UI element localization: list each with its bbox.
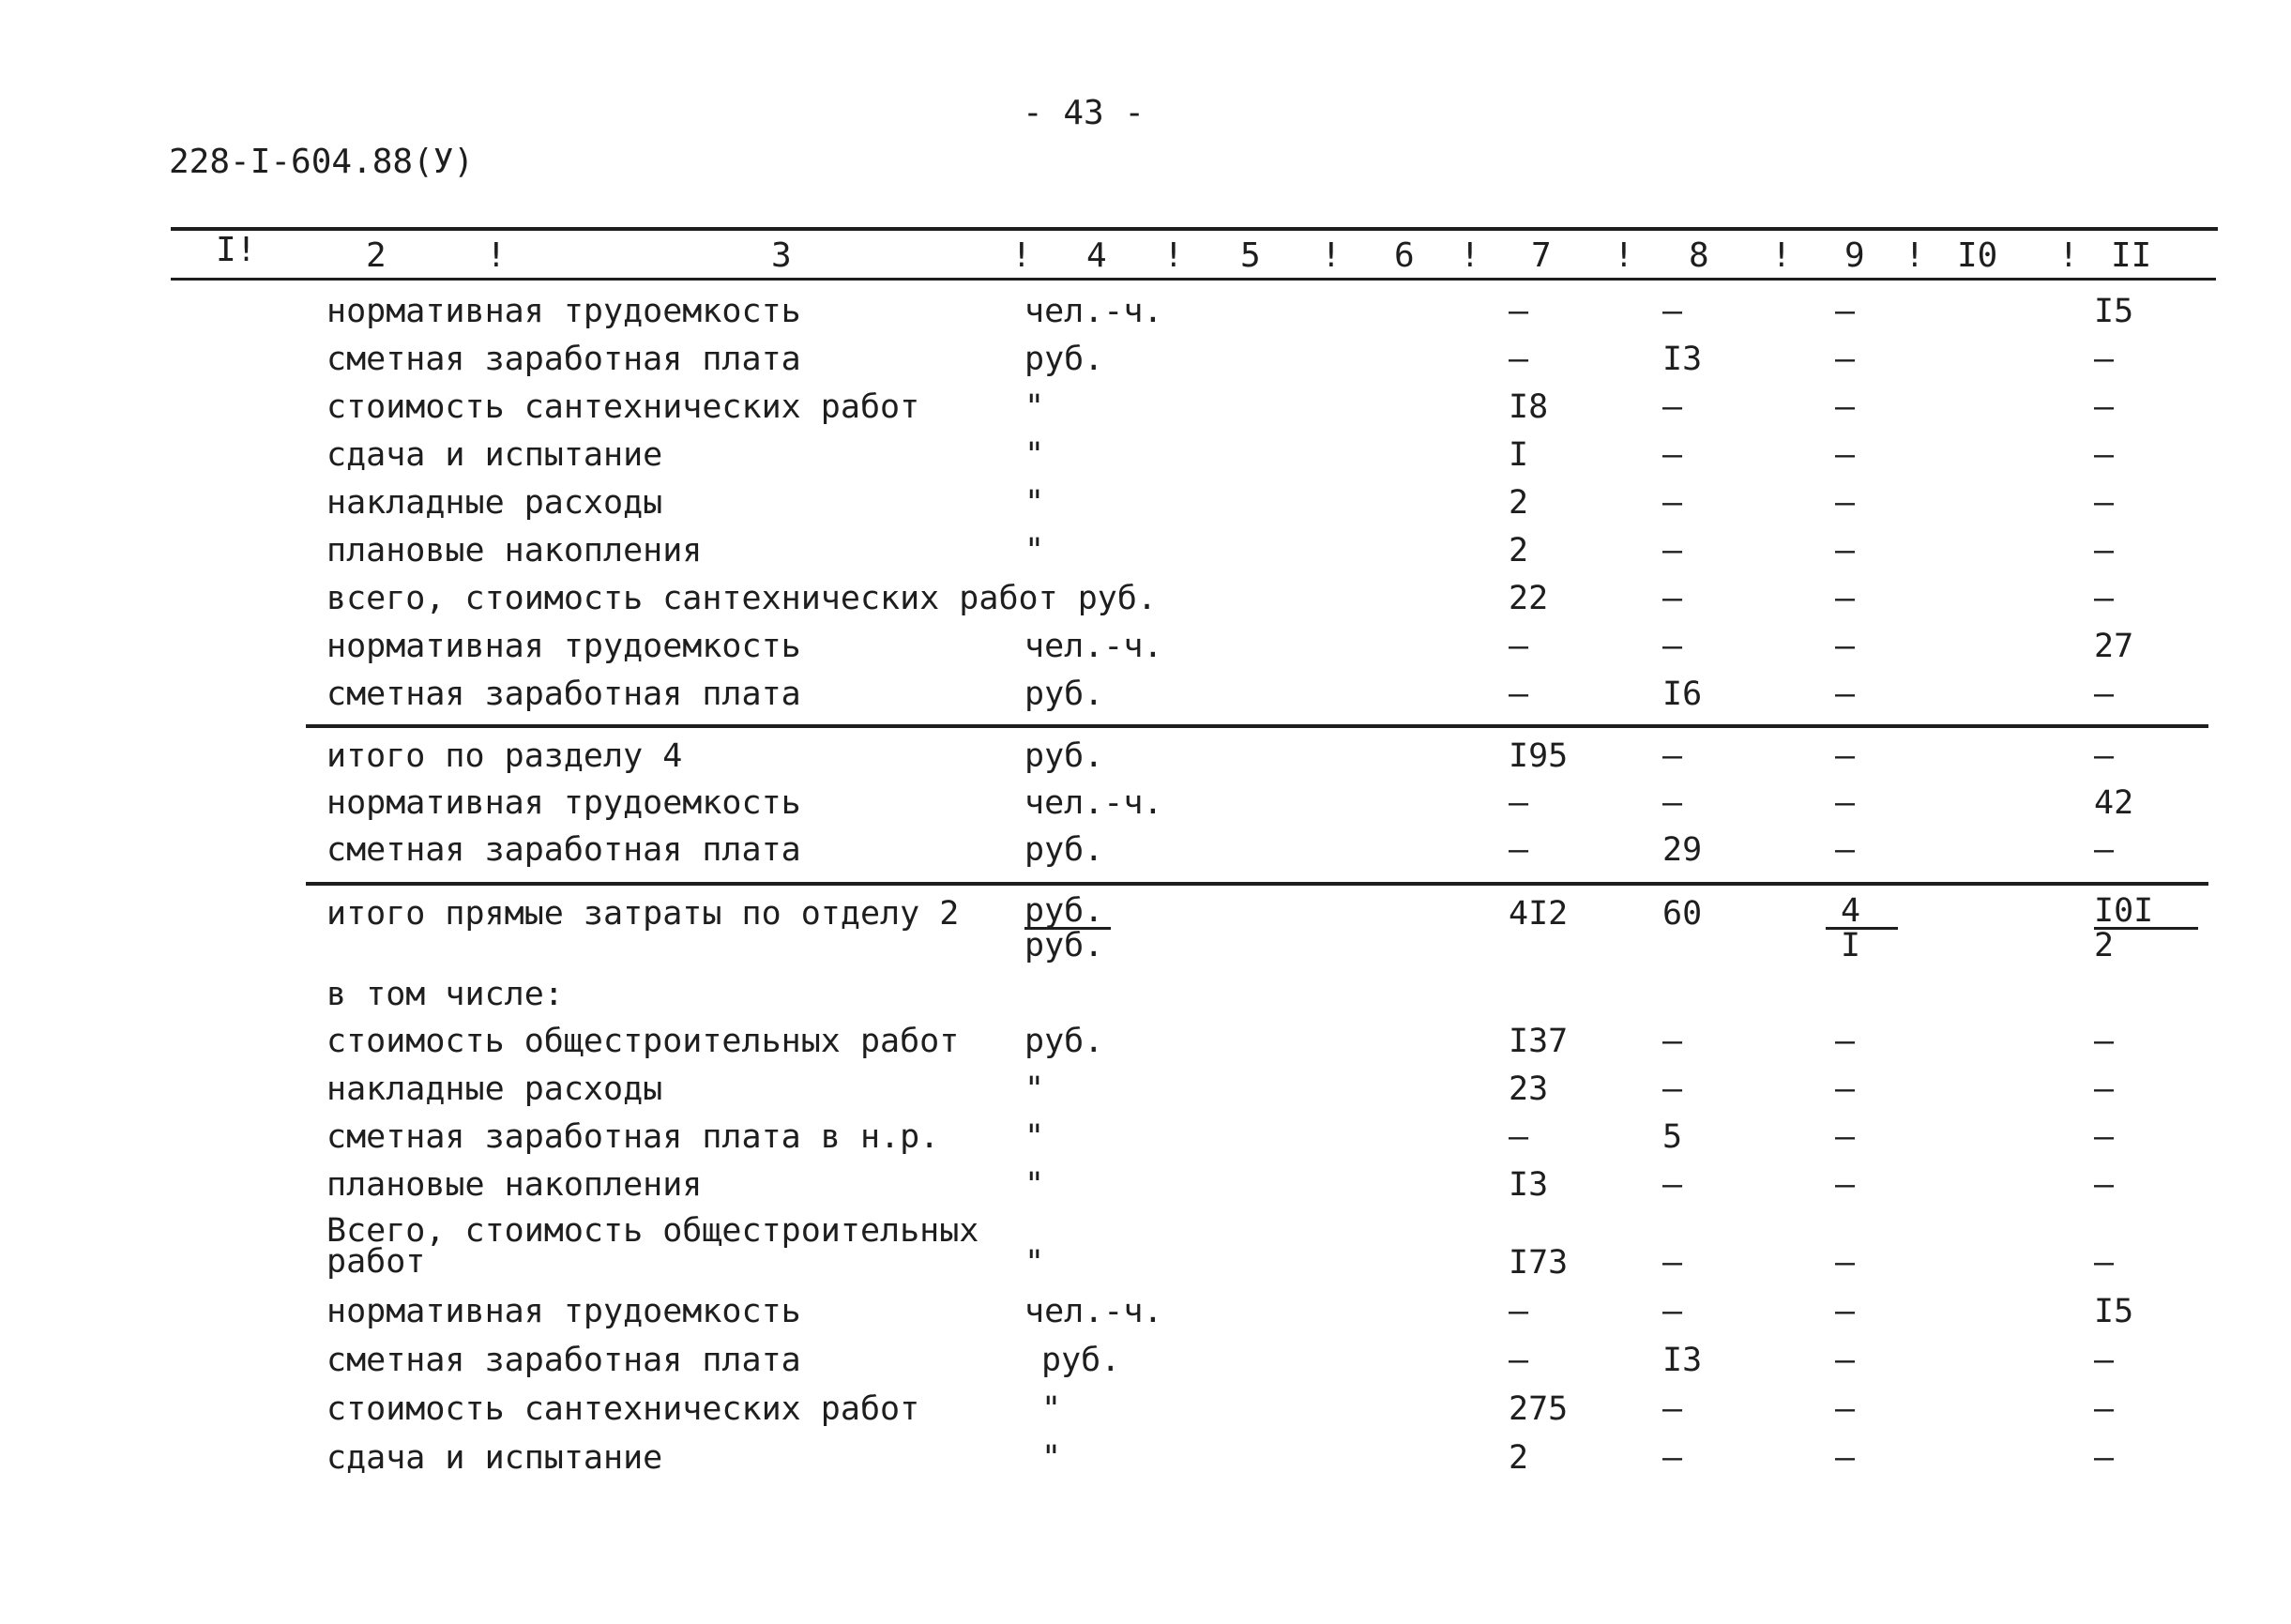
col-separator: ! [1614, 236, 1634, 275]
row-name: нормативная трудоемкость [326, 293, 801, 330]
row-col8: I3 [1662, 1342, 1703, 1379]
col11-denominator: 2 [2094, 927, 2115, 964]
row-unit: руб. [1024, 675, 1104, 713]
row-col11: – [2094, 436, 2115, 474]
row-col9: – [1835, 293, 1856, 330]
col-header-4: 4 [1086, 236, 1107, 275]
col-header-9: 9 [1844, 236, 1865, 275]
row-col8: 5 [1662, 1118, 1683, 1156]
col-separator: ! [1460, 236, 1480, 275]
row-name: итого прямые затраты по отделу 2 [326, 895, 960, 933]
col-header-2: 2 [366, 236, 387, 275]
row-col7: I8 [1509, 388, 1549, 426]
table-column-header [0, 231, 2291, 280]
row-unit: чел.-ч. [1024, 628, 1163, 665]
row-col8: – [1662, 737, 1683, 775]
col-separator: ! [486, 236, 507, 275]
table-header-rule [171, 278, 2216, 281]
row-col7: 4I2 [1509, 895, 1569, 933]
row-name: плановые накопления [326, 1166, 703, 1204]
row-col9: – [1835, 484, 1856, 522]
row-col7: – [1509, 784, 1529, 822]
col-separator: ! [1904, 236, 1925, 275]
row-col9: – [1835, 436, 1856, 474]
col-separator: ! [1011, 236, 1032, 275]
row-col11: 27 [2094, 628, 2134, 665]
row-name: стоимость сантехнических работ [326, 1390, 920, 1428]
row-col9: – [1835, 1293, 1856, 1330]
row-col11: – [2094, 1244, 2115, 1282]
row-unit: " [1024, 532, 1045, 569]
row-col11: – [2094, 580, 2115, 617]
row-col11: – [2094, 1023, 2115, 1060]
row-col11: – [2094, 831, 2115, 869]
row-col8: – [1662, 628, 1683, 665]
row-col11-fraction [2094, 892, 2198, 964]
row-col8: – [1662, 1244, 1683, 1282]
row-col8: – [1662, 1166, 1683, 1204]
row-name: нормативная трудоемкость [326, 628, 801, 665]
row-unit: руб. [1024, 1023, 1104, 1060]
row-col9: – [1835, 1023, 1856, 1060]
row-col8: – [1662, 1023, 1683, 1060]
row-unit: руб. [1024, 737, 1104, 775]
row-col9: – [1835, 1439, 1856, 1477]
row-col7: I3 [1509, 1166, 1549, 1204]
row-col8: – [1662, 1293, 1683, 1330]
row-col9: – [1835, 737, 1856, 775]
row-col8: – [1662, 580, 1683, 617]
row-unit: " [1024, 484, 1045, 522]
row-col7: I [1509, 436, 1529, 474]
row-col9: – [1835, 1244, 1856, 1282]
col9-denominator: I [1841, 927, 1861, 964]
row-col7: 2 [1509, 532, 1529, 569]
col-header-3: 3 [771, 236, 792, 275]
row-col8: – [1662, 784, 1683, 822]
row-col8: 29 [1662, 831, 1703, 869]
col-header-11: II [2111, 236, 2152, 275]
row-name: сметная заработная плата [326, 1342, 801, 1379]
row-col8: – [1662, 436, 1683, 474]
row-col11: – [2094, 1166, 2115, 1204]
row-col7: 2 [1509, 1439, 1529, 1477]
col-header-8: 8 [1689, 236, 1709, 275]
row-name: нормативная трудоемкость [326, 1293, 801, 1330]
unit-numerator: руб. [1024, 895, 1111, 930]
row-unit: " [1024, 1166, 1045, 1204]
row-unit: " [1041, 1439, 1062, 1477]
row-col7: – [1509, 831, 1529, 869]
row-unit: руб. [1024, 831, 1104, 869]
row-unit: руб. [1041, 1342, 1121, 1379]
row-name: сметная заработная плата [326, 831, 801, 869]
row-col9: – [1835, 628, 1856, 665]
row-name: сметная заработная плата [326, 675, 801, 713]
row-unit: чел.-ч. [1024, 293, 1163, 330]
document-code: 228-I-604.88(У) [169, 143, 475, 181]
row-col7: 275 [1509, 1390, 1569, 1428]
row-unit: чел.-ч. [1024, 1293, 1163, 1330]
row-col11: – [2094, 675, 2115, 713]
row-col9: – [1835, 1070, 1856, 1108]
row-col7: 22 [1509, 580, 1549, 617]
row-unit: " [1024, 388, 1045, 426]
row-col8: – [1662, 293, 1683, 330]
row-name: плановые накопления [326, 532, 703, 569]
row-col11: – [2094, 388, 2115, 426]
row-col9: – [1835, 1166, 1856, 1204]
row-col7: – [1509, 1293, 1529, 1330]
row-col8: I3 [1662, 341, 1703, 378]
section-divider [306, 724, 2208, 728]
row-name: накладные расходы [326, 484, 663, 522]
row-col9-fraction [1826, 892, 1898, 964]
row-col11: – [2094, 341, 2115, 378]
row-col7: – [1509, 675, 1529, 713]
row-col9: – [1835, 675, 1856, 713]
row-col11: – [2094, 737, 2115, 775]
row-col7: – [1509, 293, 1529, 330]
row-name: нормативная трудоемкость [326, 784, 801, 822]
row-col9: – [1835, 532, 1856, 569]
row-col11: – [2094, 1118, 2115, 1156]
section-divider [306, 882, 2208, 886]
row-col11: – [2094, 1070, 2115, 1108]
row-unit: руб. [1024, 341, 1104, 378]
row-col7: – [1509, 341, 1529, 378]
row-name: Всего, стоимость общестроительных работ [326, 1212, 979, 1281]
row-name: сдача и испытание [326, 1439, 663, 1477]
row-col11: – [2094, 1439, 2115, 1477]
col-header-6: 6 [1394, 236, 1415, 275]
row-col7: 23 [1509, 1070, 1549, 1108]
row-name: стоимость сантехнических работ [326, 388, 920, 426]
col-separator: ! [1163, 236, 1184, 275]
row-col8: I6 [1662, 675, 1703, 713]
row-unit: " [1024, 1070, 1045, 1108]
row-name: сметная заработная плата в н.р. [326, 1118, 940, 1156]
row-col11: I5 [2094, 293, 2134, 330]
row-unit: " [1024, 1118, 1045, 1156]
row-col9: – [1835, 1342, 1856, 1379]
row-col7: I73 [1509, 1244, 1569, 1282]
row-col8: – [1662, 532, 1683, 569]
row-col11: – [2094, 1342, 2115, 1379]
col-separator: ! [1321, 236, 1342, 275]
col9-numerator: 4 [1826, 895, 1898, 930]
row-unit: " [1024, 436, 1045, 474]
row-col8: – [1662, 1439, 1683, 1477]
unit-denominator: руб. [1024, 927, 1104, 964]
row-name: накладные расходы [326, 1070, 663, 1108]
row-col7: I95 [1509, 737, 1569, 775]
row-col9: – [1835, 1390, 1856, 1428]
row-col9: – [1835, 341, 1856, 378]
row-name: всего, стоимость сантехнических работ руб. [326, 580, 1158, 617]
col-header-1: I! [216, 231, 257, 269]
row-col11: – [2094, 1390, 2115, 1428]
row-name: сметная заработная плата [326, 341, 801, 378]
row-unit: " [1041, 1390, 1062, 1428]
row-name: сдача и испытание [326, 436, 663, 474]
col-header-7: 7 [1531, 236, 1552, 275]
row-col11: – [2094, 484, 2115, 522]
row-name: итого по разделу 4 [326, 737, 683, 775]
including-label: в том числе: [326, 976, 564, 1013]
table-top-rule [171, 227, 2218, 231]
row-col9: – [1835, 784, 1856, 822]
row-col8: 60 [1662, 895, 1703, 933]
col-header-10: I0 [1957, 236, 1998, 275]
row-unit: чел.-ч. [1024, 784, 1163, 822]
row-col9: – [1835, 388, 1856, 426]
col-separator: ! [2058, 236, 2079, 275]
row-col7: 2 [1509, 484, 1529, 522]
row-col7: I37 [1509, 1023, 1569, 1060]
row-col8: – [1662, 484, 1683, 522]
row-col8: – [1662, 388, 1683, 426]
col-header-5: 5 [1240, 236, 1261, 275]
row-col7: – [1509, 1342, 1529, 1379]
row-col8: – [1662, 1070, 1683, 1108]
row-col9: – [1835, 580, 1856, 617]
row-col11: 42 [2094, 784, 2134, 822]
row-name: стоимость общестроительных работ [326, 1023, 960, 1060]
row-unit: " [1024, 1244, 1045, 1282]
row-col9: – [1835, 831, 1856, 869]
row-col7: – [1509, 628, 1529, 665]
row-col11: – [2094, 532, 2115, 569]
row-col7: – [1509, 1118, 1529, 1156]
col-separator: ! [1771, 236, 1792, 275]
col11-numerator: I0I [2094, 895, 2198, 930]
page-number: - 43 - [1023, 94, 1146, 132]
row-unit-fraction [1024, 892, 1111, 964]
row-col9: – [1835, 1118, 1856, 1156]
row-col8: – [1662, 1390, 1683, 1428]
row-col11: I5 [2094, 1293, 2134, 1330]
